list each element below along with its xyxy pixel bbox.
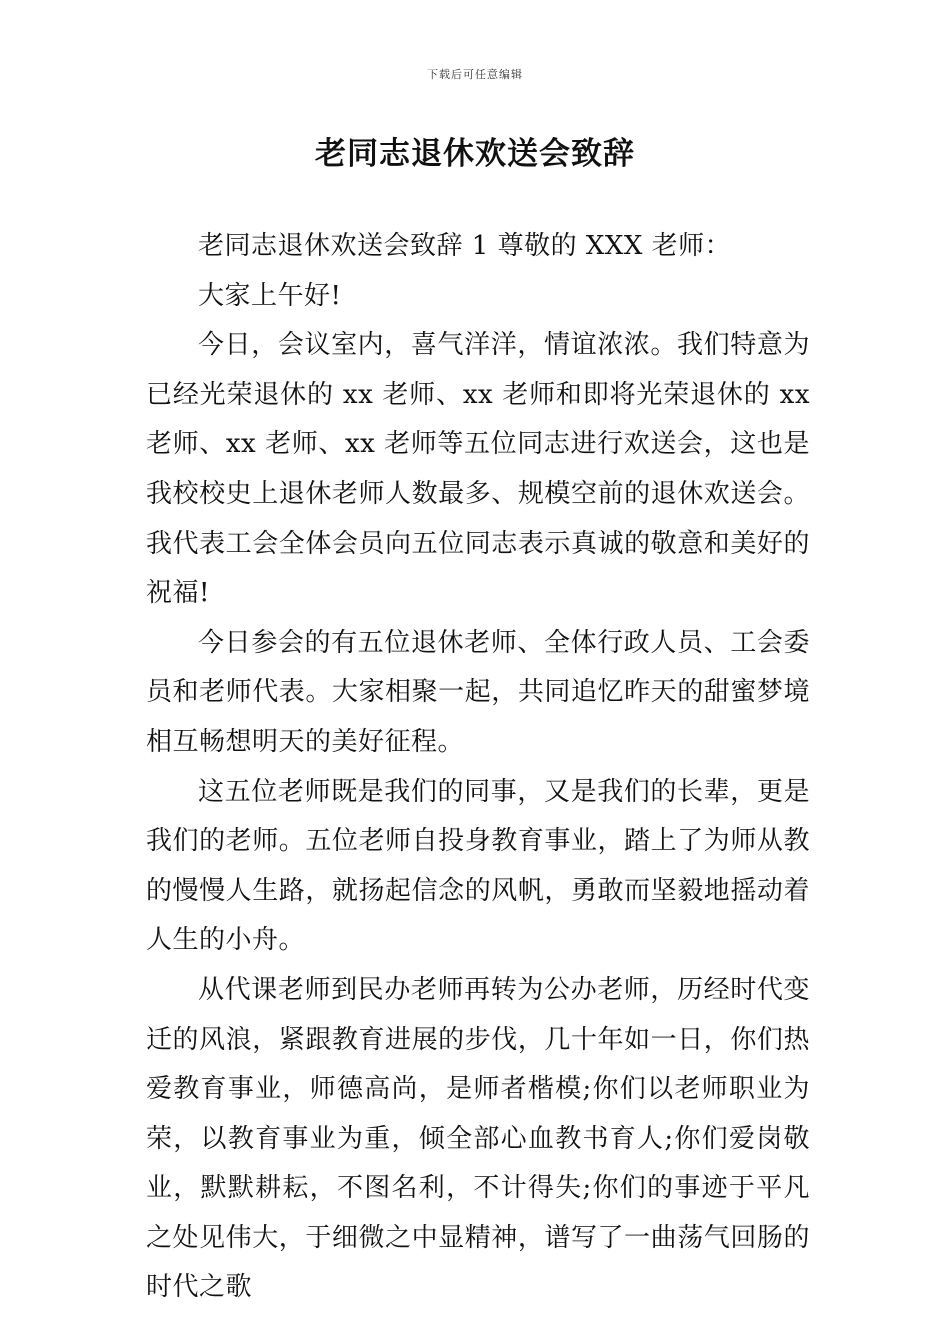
paragraph-attendees: 今日参会的有五位退休老师、全体行政人员、工会委员和老师代表。大家相聚一起，共同追忆昨天的甜蜜梦境相互畅想明天的美好征程。	[146, 627, 810, 757]
paragraph-opening: 今日，会议室内，喜气洋洋，情谊浓浓。我们特意为已经光荣退休的 xx 老师、xx 老师和即将光荣退休的 xx 老师、xx 老师、xx 老师等五位同志进行欢送会，这也是我校校史上退休老师人数最多、规模空前的退休欢送会。我代表工会全体会员向五位同志表示真诚的敬意和美好的祝福!	[146, 330, 810, 609]
paragraph-teachers: 这五位老师既是我们的同事，又是我们的长辈，更是我们的老师。五位老师自投身教育事业，踏上了为师从教的慢慢人生路，就扬起信念的风帆，勇敢而坚毅地摇动着人生的小舟。	[146, 776, 810, 956]
paragraph-career: 从代课老师到民办老师再转为公办老师，历经时代变迁的风浪，紧跟教育进展的步伐，几十年如一日，你们热爱教育事业，师德高尚，是师者楷模;你们以老师职业为荣，以教育事业为重，倾全部心血教书育人;你们爱岗敬业，默默耕耘，不图名利，不计得失;你们的事迹于平凡之处见伟大，于细微之中显精神，谱写了一曲荡气回肠的时代之歌	[146, 974, 810, 1303]
page-title: 老同志退休欢送会致辞	[315, 136, 635, 172]
paragraph-salutation: 老同志退休欢送会致辞 1 尊敬的 XXX 老师：	[198, 231, 732, 261]
paragraph-greeting: 大家上午好!	[198, 280, 342, 311]
header-note: 下载后可任意编辑	[427, 68, 523, 81]
document-body	[146, 222, 810, 1313]
